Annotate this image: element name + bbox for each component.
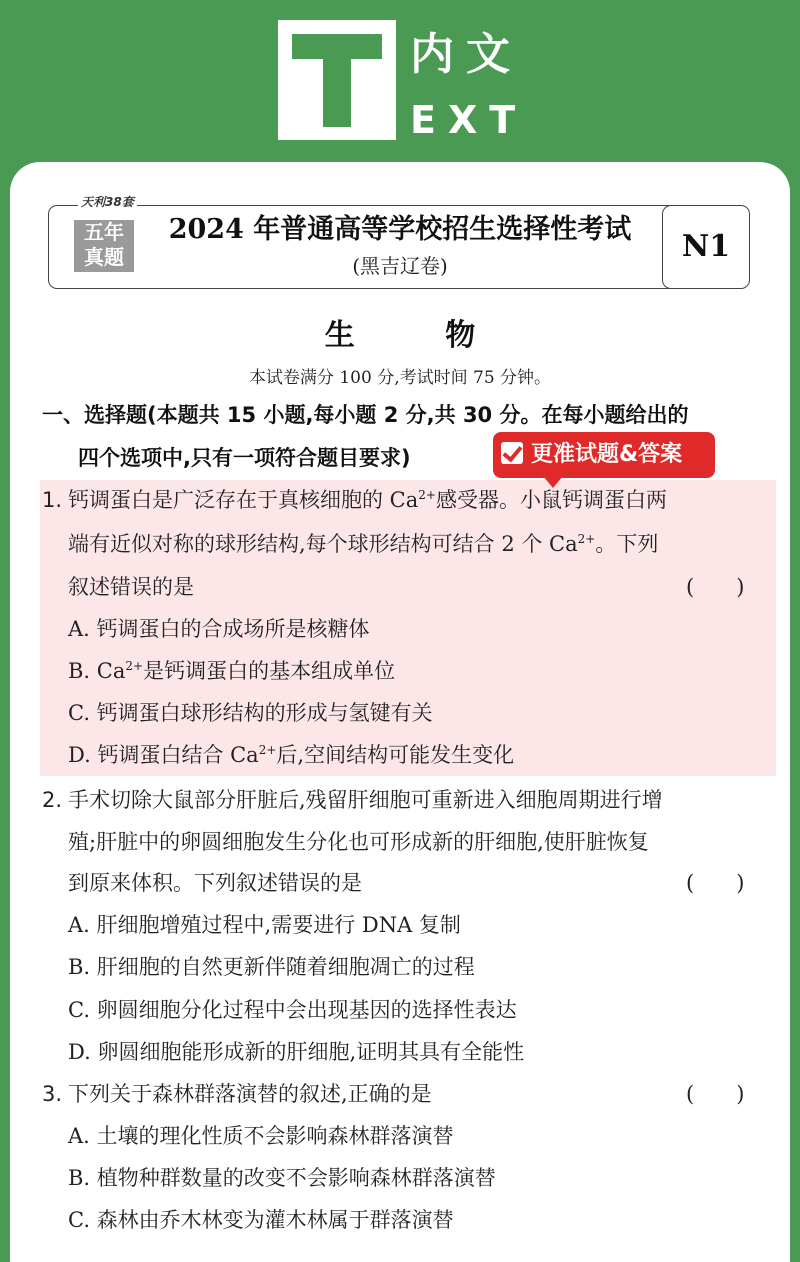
question-1-option-c: C. 钙调蛋白球形结构的形成与氢键有关 [68,701,433,725]
question-1-option-a: A. 钙调蛋白的合成场所是核糖体 [68,617,370,641]
question-3-option-b: B. 植物种群数量的改变不会影响森林群落演替 [68,1166,496,1190]
question-1-option-b: B. $Ca^{2+}$是钙调蛋白的基本组成单位 [68,659,396,683]
header-title-en: EXT [410,98,528,142]
checkbox-icon [501,442,523,464]
question-2-option-b: B. 肝细胞的自然更新伴随着细胞凋亡的过程 [68,955,475,979]
answer-blank: ( ) [686,575,745,599]
header-banner [0,0,800,165]
question-2-stem-line3: 到原来体积。下列叙述错误的是 [68,871,362,895]
answer-blank: ( ) [686,1082,745,1106]
header-title-cn: 内文 [410,29,522,80]
question-3-option-a: A. 土壤的理化性质不会影响森林群落演替 [68,1124,454,1148]
question-1-number: 1. [42,488,63,512]
question-3-number: 3. [42,1082,63,1106]
t-logo-icon [278,20,396,140]
brand-logo [72,192,138,282]
question-2-stem-line1: 手术切除大鼠部分肝脏后,残留肝细胞可重新进入细胞周期进行增 [68,788,663,812]
answer-blank: ( ) [686,871,745,895]
question-2-option-a: A. 肝细胞增殖过程中,需要进行 DNA 复制 [68,913,461,937]
more-questions-button[interactable]: 更准试题&答案 [493,432,715,478]
question-1-option-d: D. 钙调蛋白结合 $Ca^{2+}$后,空间结构可能发生变化 [68,743,515,767]
question-1-stem-line2: 端有近似对称的球形结构,每个球形结构可结合 2 个 $Ca^{2+}$。下列 [68,532,659,556]
exam-code-badge: N1 [662,205,750,289]
brand-logo-text: 天利38套 [78,192,137,212]
exam-subtitle: (黑吉辽卷) [352,254,448,278]
section-heading-line1: 一、选择题(本题共 15 小题,每小题 2 分,共 30 分。在每小题给出的 [42,403,689,427]
question-2-option-d: D. 卵圆细胞能形成新的肝细胞,证明其具有全能性 [68,1040,525,1064]
exam-title: 2024 年普通高等学校招生选择性考试 [168,214,632,245]
question-2-stem-line2: 殖;肝脏中的卵圆细胞发生分化也可形成新的肝细胞,使肝脏恢复 [68,830,649,854]
question-3-option-c: C. 森林由乔木林变为灌木林属于群落演替 [68,1208,454,1232]
question-2-option-c: C. 卵圆细胞分化过程中会出现基因的选择性表达 [68,998,517,1022]
five-year-badge: 五年 真题 [74,220,134,272]
question-1-stem-line3: 叙述错误的是 [68,575,194,599]
section-heading-line2: 四个选项中,只有一项符合题目要求) [78,446,411,470]
question-3-stem-line1: 下列关于森林群落演替的叙述,正确的是 [68,1082,432,1106]
subject-title: 生 物 [324,318,516,353]
question-2-number: 2. [42,788,63,812]
question-1-stem-line1: 钙调蛋白是广泛存在于真核细胞的 $Ca^{2+}$感受器。小鼠钙调蛋白两 [68,488,667,512]
exam-note: 本试卷满分 100 分,考试时间 75 分钟。 [248,368,552,388]
